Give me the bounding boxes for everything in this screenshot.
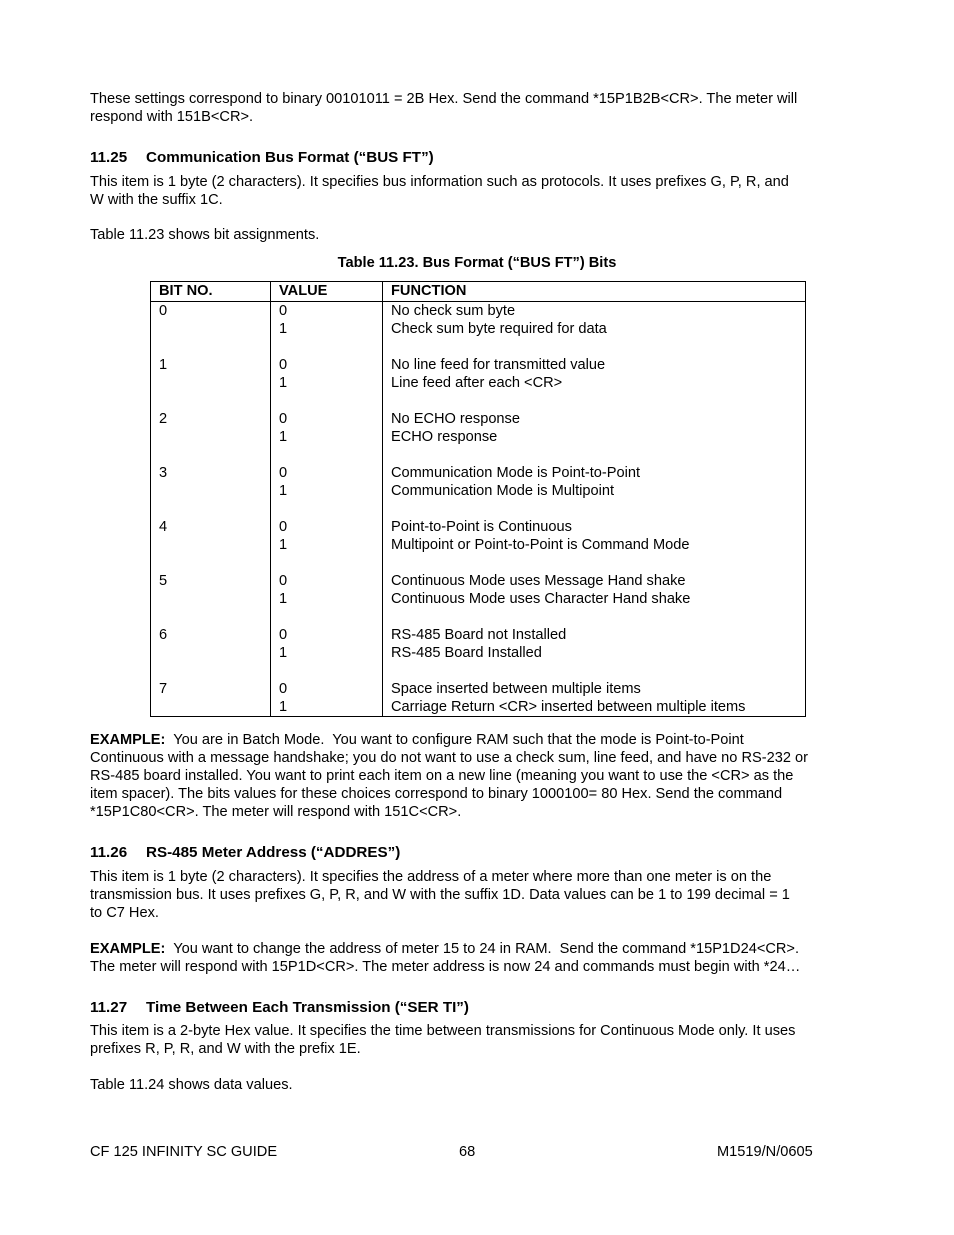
body-line: Table 11.24 shows data values. xyxy=(90,1077,293,1093)
function-text: Space inserted between multiple items xyxy=(391,681,641,697)
function-text: RS-485 Board not Installed xyxy=(391,627,567,643)
column-header-value: VALUE xyxy=(271,282,383,302)
example-text: You want to change the address of meter 15 to 24 in RAM. Send the command *15P1D24<CR>. xyxy=(165,941,800,957)
value: 0 xyxy=(279,627,288,643)
value-cell xyxy=(271,572,383,626)
value: 1 xyxy=(279,699,288,715)
value: 0 xyxy=(279,519,288,535)
section-number: 11.25 xyxy=(90,149,128,166)
section-11-26-body xyxy=(90,868,870,922)
example-paragraph-1 xyxy=(90,731,870,821)
body-line: This item is 1 byte (2 characters). It specifies bus information such as protocols. It uses prefixes G, P, R, and xyxy=(90,174,789,190)
footer-title: CF 125 INFINITY SC GUIDE xyxy=(90,1144,278,1160)
column-header-bit: BIT NO. xyxy=(151,282,271,302)
bit-number: 5 xyxy=(159,573,168,589)
function-cell xyxy=(383,626,806,680)
function-cell xyxy=(383,410,806,464)
table-row xyxy=(151,410,806,464)
value-cell xyxy=(271,410,383,464)
body-line: to C7 Hex. xyxy=(90,905,159,921)
body-line: transmission bus. It uses prefixes G, P, R, and W with the suffix 1D. Data values can be 1 to 199 decimal = 1 xyxy=(90,887,790,903)
function-text: Communication Mode is Point-to-Point xyxy=(391,465,641,481)
example-label: EXAMPLE: xyxy=(90,732,166,748)
function-text: No line feed for transmitted value xyxy=(391,357,606,373)
bit-number: 2 xyxy=(159,411,168,427)
body-line: W with the suffix 1C. xyxy=(90,192,223,208)
table-row xyxy=(151,680,806,717)
value: 0 xyxy=(279,681,288,697)
body-line: prefixes R, P, R, and W with the prefix 1E. xyxy=(90,1041,361,1057)
bit-cell xyxy=(151,572,271,626)
table-header-row xyxy=(151,282,806,302)
function-text: ECHO response xyxy=(391,429,498,445)
section-11-27-body xyxy=(90,1022,870,1058)
value: 1 xyxy=(279,483,288,499)
table-row xyxy=(151,302,806,357)
value: 0 xyxy=(279,411,288,427)
function-text: No check sum byte xyxy=(391,303,516,319)
table-row xyxy=(151,626,806,680)
bit-cell xyxy=(151,626,271,680)
section-heading-11-26 xyxy=(90,843,400,863)
value-cell xyxy=(271,680,383,717)
section-number: 11.26 xyxy=(90,844,128,861)
column-header-function: FUNCTION xyxy=(383,282,806,302)
function-text: Carriage Return <CR> inserted between multiple items xyxy=(391,699,746,715)
bit-cell xyxy=(151,464,271,518)
bit-cell xyxy=(151,680,271,717)
value-cell xyxy=(271,464,383,518)
function-text: Multipoint or Point-to-Point is Command Mode xyxy=(391,537,690,553)
bit-number: 4 xyxy=(159,519,168,535)
function-text: Check sum byte required for data xyxy=(391,321,607,337)
section-title: Communication Bus Format (“BUS FT”) xyxy=(146,149,434,166)
section-title: Time Between Each Transmission (“SER TI”) xyxy=(146,999,469,1016)
function-text: RS-485 Board Installed xyxy=(391,645,542,661)
table-row xyxy=(151,572,806,626)
example-paragraph-2 xyxy=(90,940,870,976)
value: 1 xyxy=(279,537,288,553)
example-text: The meter will respond with 15P1D<CR>. The meter address is now 24 and commands must begin with *24… xyxy=(90,959,801,975)
function-text: Point-to-Point is Continuous xyxy=(391,519,572,535)
value: 0 xyxy=(279,573,288,589)
function-cell xyxy=(383,464,806,518)
value: 1 xyxy=(279,645,288,661)
value: 1 xyxy=(279,429,288,445)
table-caption: Table 11.23. Bus Format (“BUS FT”) Bits xyxy=(337,255,617,271)
intro-paragraph xyxy=(90,90,870,126)
body-line: This item is a 2-byte Hex value. It specifies the time between transmissions for Continuous Mode only. It uses xyxy=(90,1023,796,1039)
intro-line: respond with 151B<CR>. xyxy=(90,109,254,125)
function-text: Line feed after each <CR> xyxy=(391,375,563,391)
function-cell xyxy=(383,518,806,572)
value-cell xyxy=(271,518,383,572)
value-cell xyxy=(271,626,383,680)
section-heading-11-25 xyxy=(90,148,434,168)
function-cell xyxy=(383,680,806,717)
intro-line: These settings correspond to binary 00101011 = 2B Hex. Send the command *15P1B2B<CR>. The meter will xyxy=(90,91,798,107)
value-cell xyxy=(271,302,383,357)
function-text: Communication Mode is Multipoint xyxy=(391,483,615,499)
value: 1 xyxy=(279,375,288,391)
table-reference xyxy=(90,226,870,244)
section-heading-11-27 xyxy=(90,998,469,1018)
bit-cell xyxy=(151,356,271,410)
section-title: RS-485 Meter Address (“ADDRES”) xyxy=(146,844,401,861)
function-text: No ECHO response xyxy=(391,411,520,427)
bit-cell xyxy=(151,302,271,357)
function-cell xyxy=(383,302,806,357)
footer-doc-code: M1519/N/0605 xyxy=(717,1144,813,1160)
value-cell xyxy=(271,356,383,410)
bit-number: 6 xyxy=(159,627,168,643)
example-text: item spacer). The bits values for these choices correspond to binary 1000100= 80 Hex. Send the command xyxy=(90,786,783,802)
bus-format-bits-table xyxy=(150,281,806,717)
section-number: 11.27 xyxy=(90,999,128,1016)
value: 0 xyxy=(279,465,288,481)
bit-number: 0 xyxy=(159,303,168,319)
function-cell xyxy=(383,572,806,626)
bit-cell xyxy=(151,410,271,464)
bit-cell xyxy=(151,518,271,572)
table-row xyxy=(151,356,806,410)
value: 0 xyxy=(279,303,288,319)
function-text: Continuous Mode uses Character Hand shake xyxy=(391,591,691,607)
table-row xyxy=(151,464,806,518)
example-text: *15P1C80<CR>. The meter will respond with 151C<CR>. xyxy=(90,804,462,820)
value: 0 xyxy=(279,357,288,373)
section-11-25-body xyxy=(90,173,870,209)
table-row xyxy=(151,518,806,572)
bit-number: 1 xyxy=(159,357,168,373)
example-text: RS-485 board installed. You want to print each item on a new line (meaning you want to use the <CR> as the xyxy=(90,768,794,784)
example-text: Continuous with a message handshake; you do not want to use a check sum, line feed, and have no RS-232 or xyxy=(90,750,808,766)
function-text: Continuous Mode uses Message Hand shake xyxy=(391,573,686,589)
body-line: Table 11.23 shows bit assignments. xyxy=(90,227,320,243)
example-label: EXAMPLE: xyxy=(90,941,166,957)
body-line: This item is 1 byte (2 characters). It specifies the address of a meter where more than one meter is on the xyxy=(90,869,772,885)
function-cell xyxy=(383,356,806,410)
page-number: 68 xyxy=(459,1144,476,1160)
bit-number: 7 xyxy=(159,681,168,697)
table-reference xyxy=(90,1076,870,1094)
value: 1 xyxy=(279,321,288,337)
example-text: You are in Batch Mode. You want to configure RAM such that the mode is Point-to-Point xyxy=(165,732,744,748)
value: 1 xyxy=(279,591,288,607)
bit-number: 3 xyxy=(159,465,168,481)
